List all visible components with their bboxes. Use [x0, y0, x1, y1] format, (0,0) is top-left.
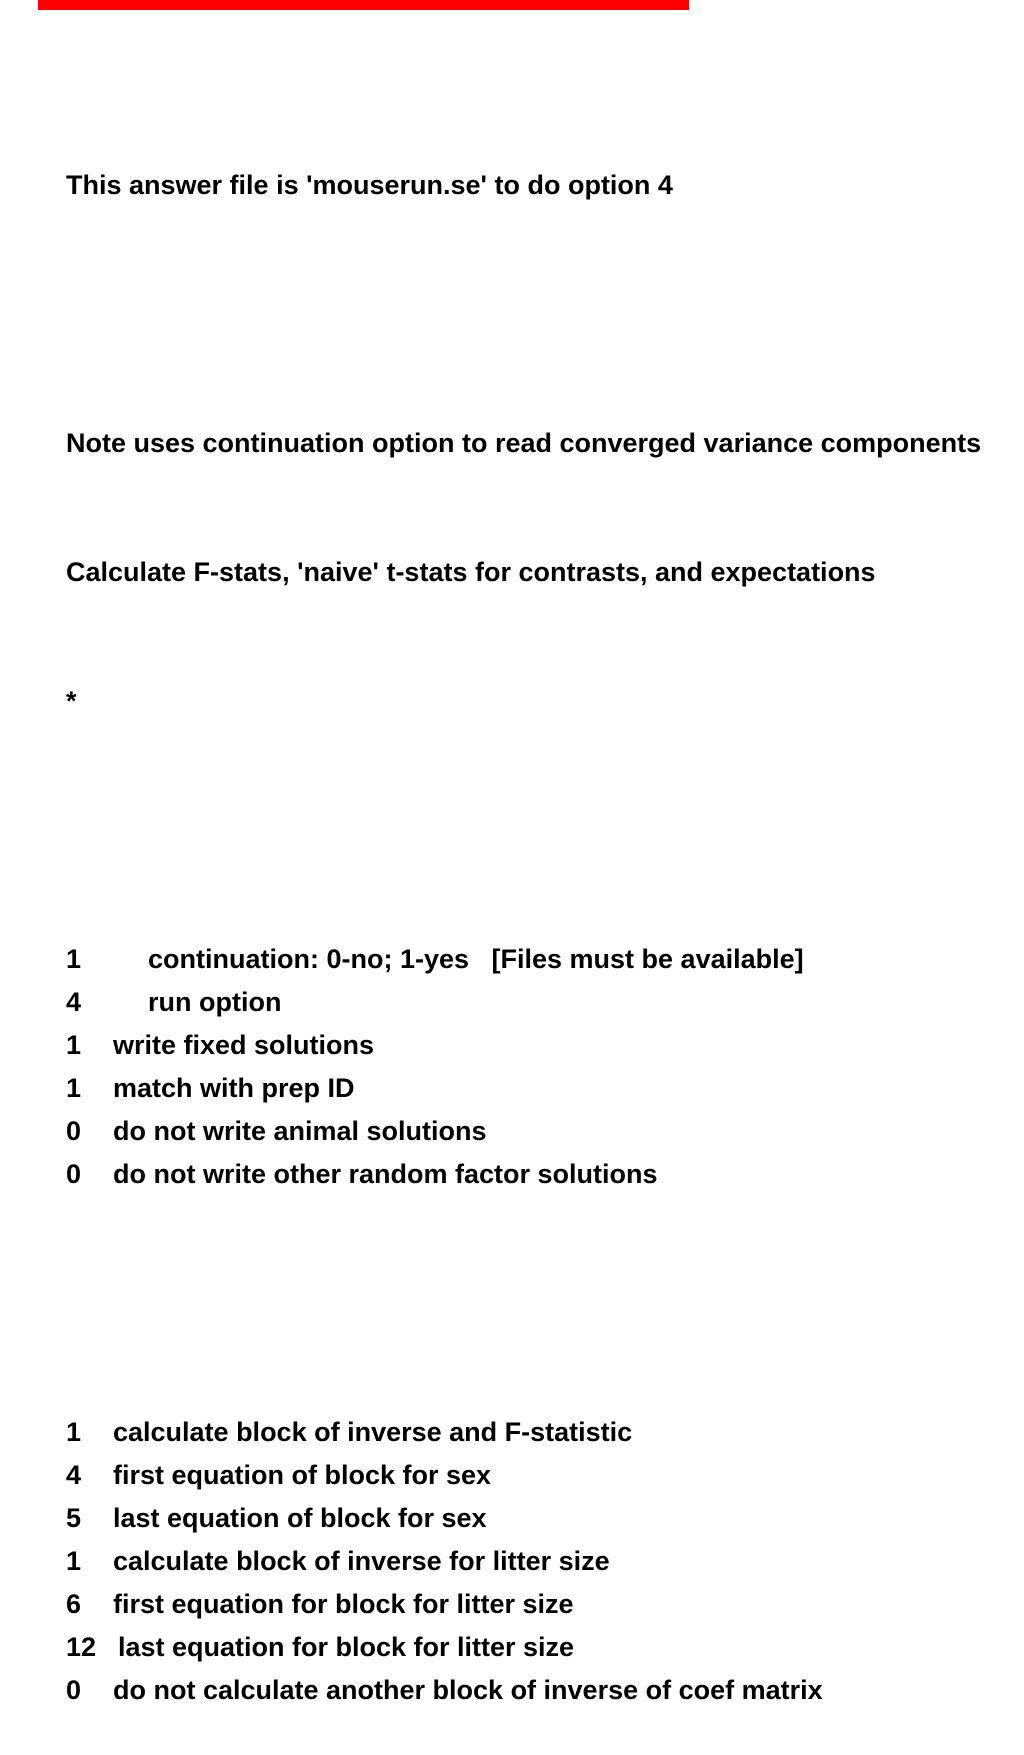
answer-text: last equation of block for sex	[113, 1503, 487, 1533]
answer-text: last equation for block for litter size	[118, 1632, 575, 1662]
settings-group-2	[66, 1411, 981, 1712]
answer-row	[66, 1024, 981, 1067]
answer-text: match with prep ID	[113, 1073, 355, 1103]
answer-row	[66, 938, 981, 981]
answer-number: 1	[66, 1417, 82, 1447]
page-title: This answer file is 'mouserun.se' to do option 4	[66, 170, 673, 200]
answer-row	[66, 1583, 981, 1626]
answer-number: 0	[66, 1159, 82, 1189]
answer-text: do not write animal solutions	[113, 1116, 487, 1146]
answer-text: do not calculate another block of inverse of coef matrix	[113, 1675, 823, 1705]
answer-number: 5	[66, 1503, 82, 1533]
answer-row	[66, 1067, 981, 1110]
intro-line-asterisk: *	[66, 686, 77, 716]
answer-text: run option	[148, 987, 282, 1017]
answer-number: 0	[66, 1116, 82, 1146]
blank-line	[66, 809, 981, 852]
settings-group-1	[66, 938, 981, 1196]
answer-text: first equation of block for sex	[113, 1460, 492, 1490]
answer-text: continuation: 0-no; 1-yes [Files must be available]	[148, 944, 804, 974]
answer-row	[66, 1454, 981, 1497]
answer-row	[66, 1497, 981, 1540]
answer-row	[66, 1626, 981, 1669]
answer-row	[66, 1110, 981, 1153]
answer-number: 1	[66, 1073, 82, 1103]
answer-number: 0	[66, 1675, 82, 1705]
answer-number: 6	[66, 1589, 82, 1619]
answer-number: 4	[66, 987, 82, 1017]
answer-text: first equation for block for litter size	[113, 1589, 574, 1619]
blank-line	[66, 293, 981, 336]
blank-line	[66, 1282, 981, 1325]
intro-line: Calculate F-stats, 'naive' t-stats for contrasts, and expectations	[66, 557, 876, 587]
intro-line: Note uses continuation option to read converged variance components	[66, 428, 982, 458]
answer-number: 4	[66, 1460, 82, 1490]
answer-number: 1	[66, 1030, 82, 1060]
answer-text: calculate block of inverse for litter size	[113, 1546, 610, 1576]
answer-text: calculate block of inverse and F-statistic	[113, 1417, 633, 1447]
answer-number: 1	[66, 944, 82, 974]
answer-row	[66, 1669, 981, 1712]
answer-number: 12	[66, 1632, 97, 1662]
answer-number: 1	[66, 1546, 82, 1576]
answer-text: write fixed solutions	[113, 1030, 375, 1060]
top-accent-bar	[38, 0, 689, 10]
document-text	[66, 78, 981, 1755]
answer-row	[66, 981, 981, 1024]
answer-row	[66, 1540, 981, 1583]
answer-text: do not write other random factor solutions	[113, 1159, 658, 1189]
answer-row	[66, 1153, 981, 1196]
answer-row	[66, 1411, 981, 1454]
